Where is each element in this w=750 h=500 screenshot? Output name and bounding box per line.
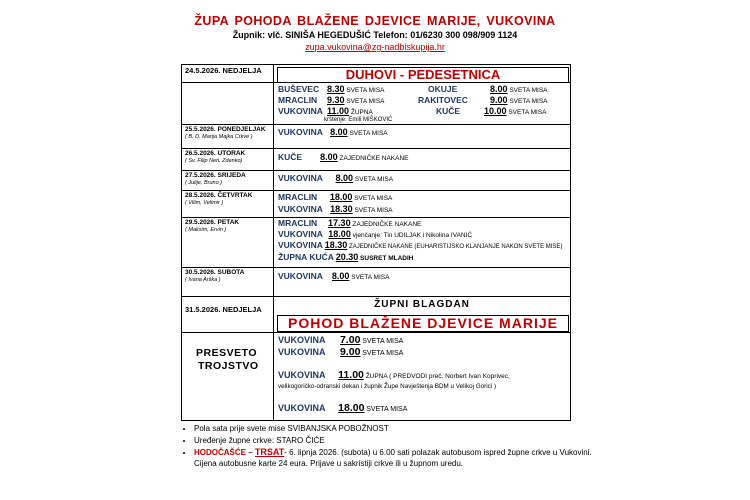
saint-wednesday: ( Julije, Bruno ) xyxy=(185,180,222,186)
mass-entry: MRACLIN 18.00 SVETA MISA xyxy=(278,192,393,202)
row-sunday-1-masses xyxy=(182,83,570,125)
row-sunday-1-banner xyxy=(182,65,570,83)
row-wednesday xyxy=(182,171,570,191)
mass-entry: MRACLIN xyxy=(278,95,318,105)
date-friday: 29.5.2026. PETAK xyxy=(185,219,240,226)
date-thursday: 28.5.2026. ČETVRTAK xyxy=(185,192,253,199)
mass-entry: 11.00 ŽUPNA xyxy=(327,106,373,116)
mass-entry: VUKOVINA 18.00 SVETA MISA xyxy=(278,402,408,414)
pilgrimage-details: - 6. lipnja 2026. (subota) u 6.00 sati polazak autobusom ispred župne crkve u Vukovini. Cijena autobusne karte 24 eura. Prijave u sakristiji crkve ili u župnom uredu. xyxy=(194,448,592,468)
announcement-item: • Uređenje župne crkve: STARO ČIĆE xyxy=(194,436,594,447)
date-wednesday: 27.5.2026. SRIJEDA xyxy=(185,172,246,179)
mass-entry: 9.30 SVETA MISA xyxy=(327,95,385,105)
feast-banner-duhovi: DUHOVI - PEDESETNICA xyxy=(277,67,569,83)
mass-entry: 8.30 SVETA MISA xyxy=(327,84,385,94)
mass-entry: VUKOVINA xyxy=(278,106,323,116)
announcement-item xyxy=(194,447,594,469)
feast-title: ŽUPNI BLAGDAN xyxy=(374,299,470,310)
row-tuesday xyxy=(182,149,570,171)
saint-saturday: ( Ivana Arška ) xyxy=(185,277,221,283)
trinity-label-2: TROJSTVO xyxy=(198,360,259,372)
announcement-item: • Pola sata prije svete mise SVIBANJSKA POBOŽNOST xyxy=(194,424,594,435)
mass-entry: RAKITOVEC xyxy=(418,95,468,105)
date-tuesday: 26.5.2026. UTORAK xyxy=(185,150,246,157)
row-thursday xyxy=(182,191,570,218)
mass-entry: VUKOVINA 18.30 ZAJEDNIČKE NAKANE (EUHARISTIJSKO KLANJANJE NAKON SVETE MISE) xyxy=(278,240,563,250)
mass-entry: VUKOVINA 18.00 vjenčanje: Tin UDILJAK i Nikolina IVANIĆ xyxy=(278,229,473,239)
saint-monday: ( B. D. Marija Majka Crkve ) xyxy=(185,134,253,140)
mass-entry: VUKOVINA 8.00 SVETA MISA xyxy=(278,271,390,281)
date-monday: 25.5.2026. PONEDJELJAK xyxy=(185,126,266,133)
pastor-contact: Župnik: vlč. SINIŠA HEGEDUŠIĆ Telefon: 01/6230 300 098/909 1124 xyxy=(232,30,518,40)
trinity-label-1: PRESVETO xyxy=(196,347,257,359)
saint-thursday: ( Vilim, Velimir ) xyxy=(185,200,224,206)
parish-email-link[interactable]: zupa.vukovina@zg-nadbiskupija.hr xyxy=(305,42,445,52)
mass-entry: VUKOVINA 8.00 SVETA MISA xyxy=(278,173,394,183)
parish-title: ŽUPA POHODA BLAŽENE DJEVICE MARIJE, VUKOVINA xyxy=(194,14,556,28)
pilgrimage-label: HODOČAŠĆE – xyxy=(194,448,255,457)
mass-entry: KUČE xyxy=(436,106,461,116)
mass-entry: VUKOVINA 11.00 ŽUPNA ( PREDVODI preč. Norbert Ivan Koprivec, xyxy=(278,369,510,381)
mass-entry: OKUJE xyxy=(428,84,458,94)
pilgrimage-place: TRSAT xyxy=(254,447,285,457)
mass-entry: MRACLIN 17.30 ZAJEDNIČKE NAKANE xyxy=(278,218,422,228)
mass-schedule-table xyxy=(181,64,571,421)
mass-entry: VUKOVINA 18.30 SVETA MISA xyxy=(278,204,393,214)
row-monday xyxy=(182,125,570,149)
saint-friday: ( Maksim, Ervin ) xyxy=(185,227,227,233)
mass-entry: 9.00 SVETA MISA xyxy=(490,95,548,105)
mass-entry: VUKOVINA 7.00 SVETA MISA xyxy=(278,334,404,346)
row-saturday xyxy=(182,268,570,297)
date-saturday: 30.5.2026. SUBOTA xyxy=(185,269,245,276)
mass-entry: ŽUPNA KUĆA 20.30 SUSRET MLADIH xyxy=(278,252,414,262)
feast-banner-pohod: POHOD BLAŽENE DJEVICE MARIJE xyxy=(277,315,569,332)
row-sunday-2-masses xyxy=(182,333,570,420)
date-sunday-2: 31.5.2026. NEDJELJA xyxy=(185,305,262,314)
mass-entry: VUKOVINA 8.00 SVETA MISA xyxy=(278,127,388,137)
mass-entry: KUČE 8.00 ZAJEDNIČKE NAKANE xyxy=(278,152,409,162)
row-sunday-2-feast xyxy=(182,297,570,333)
baptism-note: krštenje: Emili MIŠKOVIĆ xyxy=(324,117,393,123)
mass-entry: 10.00 SVETA MISA xyxy=(484,106,547,116)
row-friday xyxy=(182,218,570,268)
date-sunday-1: 24.5.2026. NEDJELJA xyxy=(185,66,262,75)
mass-note: velikogoričko-odranski dekan i župnik Župe Navještenja BDM u Velikoj Gorici ) xyxy=(278,383,497,390)
mass-entry: 8.00 SVETA MISA xyxy=(490,84,548,94)
announcements-list xyxy=(182,424,594,470)
mass-entry: BUŠEVEC xyxy=(278,84,320,94)
mass-entry: VUKOVINA 9.00 SVETA MISA xyxy=(278,346,404,358)
saint-tuesday: ( Sv. Filip Neri, Zdenko) xyxy=(185,158,243,164)
